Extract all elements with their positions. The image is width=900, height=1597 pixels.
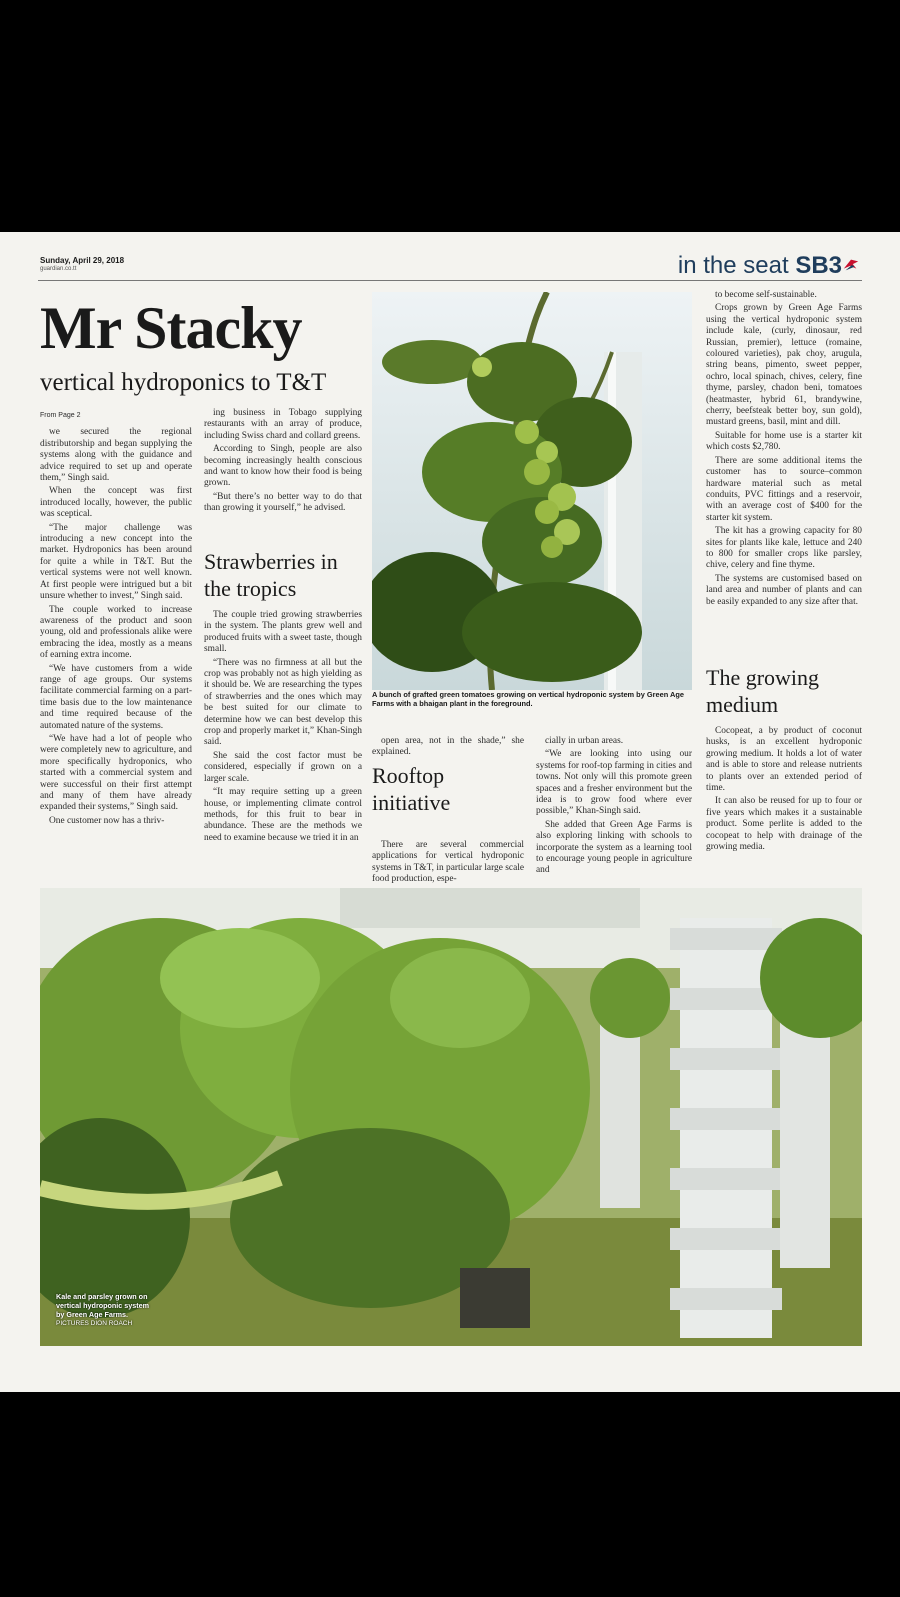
paragraph: One customer now has a thriv- <box>49 815 165 826</box>
paragraph: “There was no firmness at all but the crop was probably not as high yielding as it should be. We are researching the types of strawberries and the ones which may be best suited for our climate to determine how we can best develop this crop and properly market it,” Khan-Singh said. <box>204 657 362 748</box>
paragraph: “We are looking into using our systems for roof-top farming in cities and towns. Not only will this promote green spaces and a fresher environment but the idea is to grow food where ever possible,” Khan-Singh said. <box>536 749 692 817</box>
paragraph: Suitable for home use is a starter kit which costs $2,780. <box>706 430 862 453</box>
paragraph: The systems are customised based on land area and number of plants and can be easily expanded to any size after that. <box>706 573 862 607</box>
paragraph: There are several commercial applications for vertical hydroponic systems in T&T, in particular large scale food production, espe- <box>372 840 524 885</box>
paragraph: She said the cost factor must be considered, especially if grown on a larger scale. <box>204 750 362 784</box>
paragraph: ing business in Tobago supplying restaurants with an array of produce, including Swiss chard and collard greens. <box>204 408 362 441</box>
paragraph: The couple tried growing strawberries in the system. The plants grew well and produced fruits with a sweet taste, though small. <box>204 610 362 655</box>
continuation-label: From Page 2 <box>40 412 81 419</box>
subhead-rooftop: Rooftop initiative <box>372 763 451 815</box>
tomato-plant-photo <box>372 292 692 690</box>
photo-credit: PICTURES DION ROACH <box>56 1320 133 1327</box>
article-column-4-top <box>706 290 862 610</box>
paragraph: According to Singh, people are also becoming increasingly health conscious and want to know how their food is being grown. <box>204 444 362 489</box>
subhead-strawberries: Strawberries in the tropics <box>204 549 338 601</box>
subhead-growing-medium: The growing medium <box>706 665 820 717</box>
paragraph: The couple worked to increase awareness of the product and soon young, old and professionals alike were embracing the idea, mostly as a means of earning extra income. <box>40 604 192 661</box>
article-column-3a-bottom <box>372 840 524 888</box>
paragraph: “The major challenge was introducing a new concept into the market. Hydroponics has been around for quite a while in T&T. But the vertical systems were not well known. At first people were intrigued but a bit unsure whether to invest,” Singh said. <box>40 522 192 602</box>
paragraph: She added that Green Age Farms is also exploring linking with schools to incorporate the system as a learning tool to encourage young people in agriculture and <box>536 819 692 876</box>
paragraph: “We have had a lot of people who were completely new to agriculture, and more specifically hydroponics, who started with a commercial system and were successful on their first attempt and many of them have already expanded their systems,” Singh said. <box>40 733 192 813</box>
paragraph: The kit has a growing capacity for 80 sites for plants like kale, lettuce and 240 to 800 for smaller crops like parsley, chive, celery and fine thyme. <box>706 526 862 571</box>
paragraph: “But there’s no better way to do that than growing it yourself,” he advised. <box>204 491 362 514</box>
article-column-4-bottom <box>706 726 862 855</box>
section-label: in the seat <box>677 252 789 279</box>
bottom-photo-caption <box>56 1292 156 1328</box>
bottom-caption-text: Kale and parsley grown on vertical hydroponic system by Green Age Farms. <box>56 1292 150 1319</box>
article-column-2-bottom <box>204 610 362 846</box>
paragraph: “It may require setting up a green house, or implementing climate control methods, for this fruit to bear in abundance. These are the methods we need to examine because we tried it in an <box>204 787 362 843</box>
section-code: SB3 <box>795 252 842 279</box>
article-column-2-top <box>204 408 362 517</box>
article-headline: Mr Stacky <box>40 295 302 361</box>
paragraph: to become self-sustainable. <box>715 290 817 300</box>
paragraph: There are some additional items the customer has to source–common hardware material such as metal conduits, PVC fittings and a reservoir, with an average cost of $400 for the starter kit system. <box>706 455 862 523</box>
top-photo-caption: A bunch of grafted green tomatoes growing on vertical hydroponic system by Green Age Farms with a bhaigan plant in the foreground. <box>372 690 684 708</box>
paragraph: “We have customers from a wide range of age groups. Our systems facilitate commercial farming on a part-time basis due to the low maintenance and time required because of the automated nature of the systems. <box>40 663 192 731</box>
kale-photo-illustration <box>40 888 862 1346</box>
section-tag <box>678 252 842 280</box>
paragraph: cially in urban areas. <box>545 736 624 746</box>
paragraph: we secured the regional distributorship and began supplying the systems along with the guidance and advice required to set up and operate them,” Singh said. <box>40 427 192 484</box>
paragraph: It can also be reused for up to four or five years which makes it a sustainable product. Some perlite is added to the cocopeat to help with drainage of the growing media. <box>706 796 862 853</box>
header-rule <box>38 280 862 281</box>
article-deck: vertical hydroponics to T&T <box>40 369 327 396</box>
publication-site: guardian.co.tt <box>40 266 77 272</box>
article-column-3b <box>536 736 692 879</box>
paragraph: Crops grown by Green Age Farms using the vertical hydroponic system include kale, (curly, dinosaur, red Russian, premier), lettuce (romaine, coloured varieties), pak choy, arugula, string beans, pimento, sweet pepper, ochro, local spinach, chives, celery, fine thyme, parsley, chadon beni, tomatoes (heatmaster, hybrid 61, brandywine, cherry, beefsteak better boy, sun gold), mustard greens, basil, mint and dill. <box>706 303 862 428</box>
issue-date: Sunday, April 29, 2018 <box>40 256 125 265</box>
bird-logo-icon <box>842 256 860 274</box>
article-column-1 <box>40 410 192 829</box>
newspaper-page <box>0 232 900 1392</box>
article-column-3a <box>372 736 524 761</box>
kale-tower-photo <box>40 888 862 1346</box>
tomato-photo-illustration <box>372 292 692 690</box>
paragraph: Cocopeat, a by product of coconut husks, is an excellent hydroponic growing medium. It holds a lot of water and is able to store and release nutrients to plants over an extended period of time. <box>706 726 862 794</box>
paragraph: When the concept was first introduced locally, however, the public was sceptical. <box>40 486 192 520</box>
paragraph: open area, not in the shade,” she explained. <box>372 736 524 758</box>
